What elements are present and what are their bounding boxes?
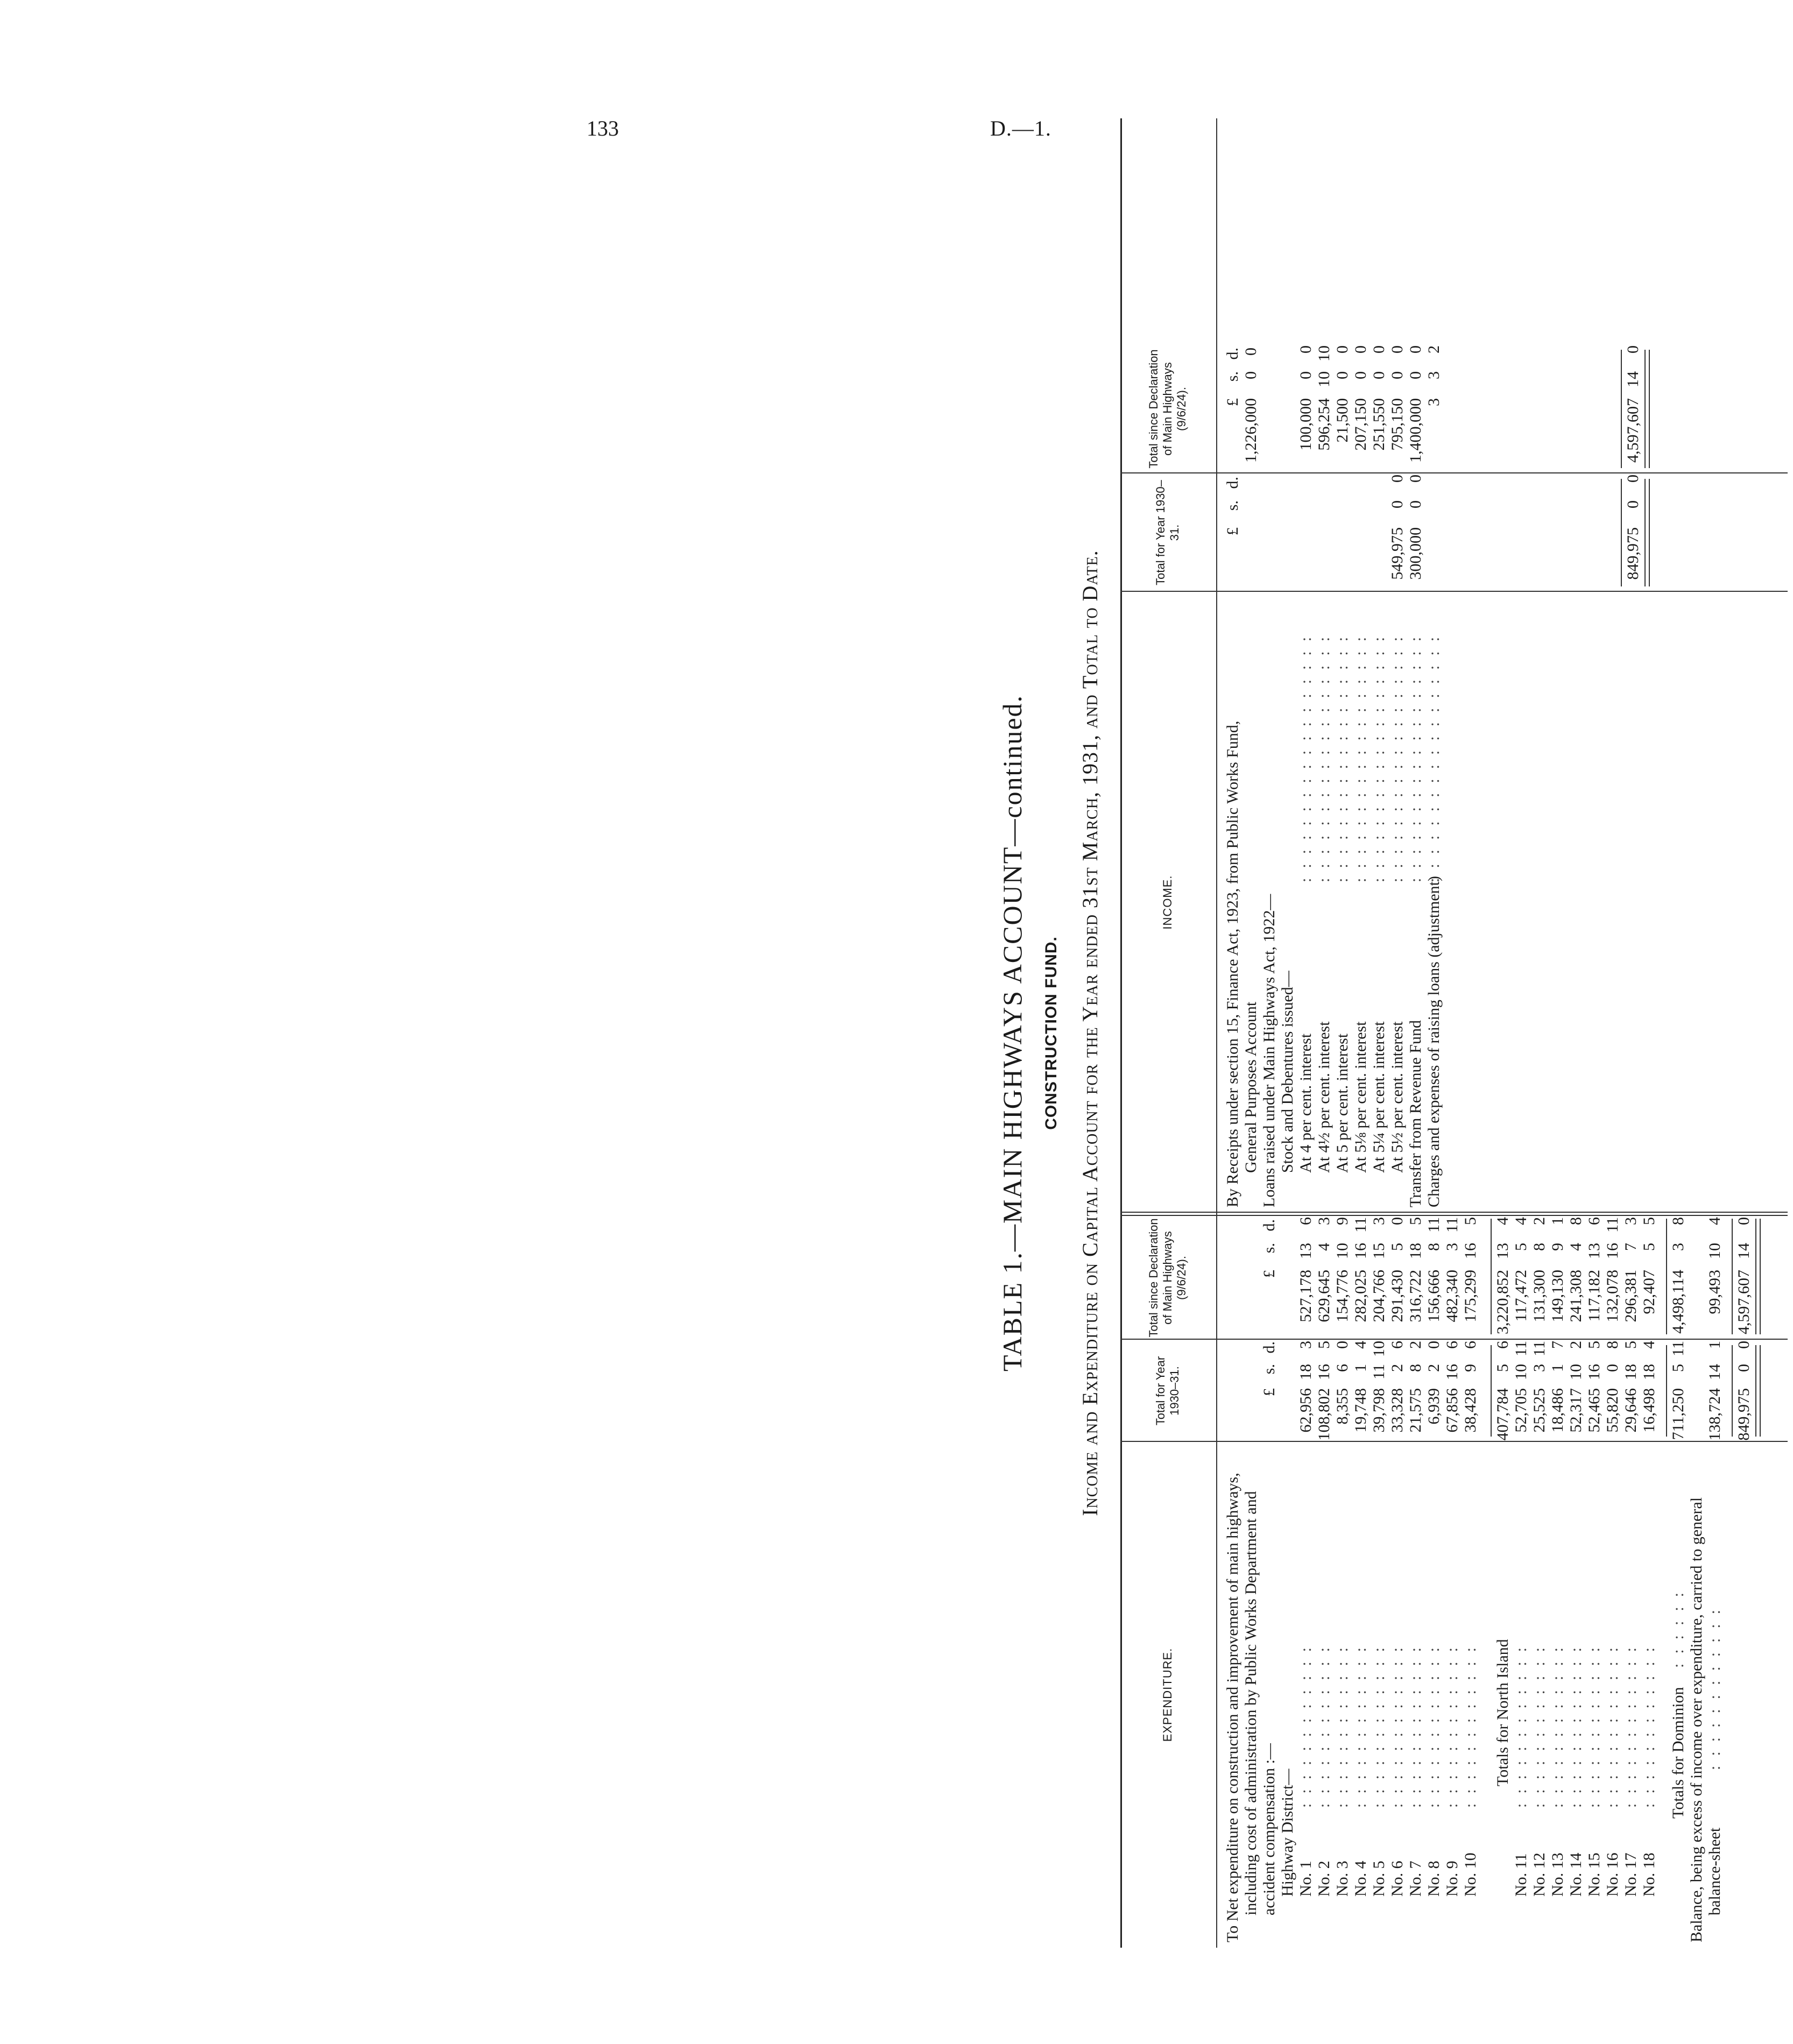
subtotal-rule: [1666, 1345, 1667, 1437]
grand-total-right: 849,975 0 0 4,597,607 14 0: [1624, 345, 1642, 580]
district-row-label: No. 9: [1443, 1861, 1461, 1897]
dominion-total-label: Totals for Dominion: [1669, 1687, 1687, 1819]
income-row-label: At 4 per cent. interest: [1297, 1033, 1315, 1173]
double-rule: [1755, 1219, 1761, 1334]
grand-total-left: 849,975 0 0 4,597,607 14 0: [1735, 1217, 1753, 1441]
total-rule: [1732, 1345, 1733, 1437]
north-island-total-label: Totals for North Island: [1494, 1639, 1512, 1786]
fund-subtitle: CONSTRUCTION FUND.: [1042, 936, 1060, 1130]
dot-leader: ::::::::::::: [1549, 1637, 1566, 1808]
income-row: At 5 per cent. interest :::::::::::::::::: 21,500 0 0: [1333, 345, 1351, 1173]
income-row-label: Transfer from Revenue Fund: [1407, 1020, 1424, 1207]
north-island-total: Totals for North Island 407,784 5 6 3,220,852 13 4: [1494, 1217, 1512, 1786]
district-row-label: No. 16: [1604, 1852, 1621, 1897]
district-row: No. 11 :::::::::::: 52,705 10 11 117,472 5 4: [1512, 1217, 1530, 1897]
dot-leader: ::::::::::::: [1530, 1637, 1548, 1808]
page-number: 133: [587, 116, 619, 140]
dot-leader: ::::::::::::: [1315, 1637, 1333, 1808]
currency-heads-since-left: £ s. d.: [1260, 1219, 1278, 1278]
district-row-label: No. 15: [1585, 1852, 1603, 1897]
dominion-total: Totals for Dominion :::::: 711,250 5 11 4,498,114 3 8: [1669, 1217, 1687, 1819]
district-row: No. 16 :::::::::::: 55,820 0 8 132,078 16 11: [1604, 1217, 1621, 1897]
dot-leader: ::::::::::::: [1622, 1637, 1640, 1808]
income-row-label: At 5½ per cent. interest: [1388, 1021, 1406, 1173]
currency-heads-year-left: £ s. d.: [1260, 1341, 1278, 1396]
dot-leader: ::::::::::::: [1297, 1637, 1315, 1808]
district-row: No. 1 :::::::::::: 62,956 18 3 527,178 13 6: [1297, 1217, 1315, 1897]
dot-leader: ::::::::::::::::::: [1333, 627, 1351, 882]
since-header-left: Total since Declaration of Main Highways (9/6/24).: [1146, 1218, 1188, 1338]
dot-leader: ::::::::::::: [1462, 1637, 1479, 1808]
expenditure-intro-2: including cost of administration by Public Works Department and: [1242, 1491, 1260, 1915]
district-row: No. 6 :::::::::::: 33,328 2 6 291,430 5 0: [1388, 1217, 1406, 1897]
balance-line-2: balance-sheet :::::::::::: 138,724 14 1 99,493 10 4: [1706, 1217, 1724, 1915]
double-rule: [1644, 350, 1650, 468]
income-row-label: At 5¼ per cent. interest: [1370, 1021, 1388, 1173]
balance-line-1: [1688, 118, 1706, 1948]
dot-leader: ::::::::::::: [1640, 1637, 1658, 1808]
income-row: At 5½ per cent. interest :::::::::::::::::: 549,975 0 0 795,150 0 0: [1388, 345, 1406, 1173]
district-row: No. 5 :::::::::::: 39,798 11 10 204,766 15 3: [1370, 1217, 1388, 1897]
district-row: No. 17 :::::::::::: 29,646 18 5 296,381 7 3: [1622, 1217, 1640, 1897]
dot-leader: ::::::::::::: [1333, 1637, 1351, 1808]
total-rule: [1621, 350, 1622, 468]
double-rule: [1755, 1345, 1761, 1437]
income-line-2: General Purposes Account: [1242, 1001, 1260, 1173]
district-row-label: No. 10: [1462, 1852, 1479, 1897]
subtotal-rule: [1666, 1219, 1667, 1334]
district-row-label: No. 8: [1425, 1861, 1443, 1897]
dot-leader: ::::::::::::::::::: [1425, 627, 1443, 882]
income-row-label: At 5 per cent. interest: [1333, 1033, 1351, 1173]
document-reference: D.—1.: [990, 116, 1051, 140]
income-row: At 4 per cent. interest :::::::::::::::::: 100,000 0 0: [1297, 345, 1315, 1173]
income-line-1: By Receipts under section 15, Finance Act, 1923, from Public Works Fund,: [1224, 720, 1241, 1207]
income-row-label: Charges and expenses of raising loans (adjustment): [1425, 876, 1443, 1207]
district-row-label: No. 1: [1297, 1861, 1315, 1897]
income-row: Transfer from Revenue Fund :::::::::::::::::: 300,000 0 0 1,400,000 0 0: [1407, 345, 1424, 1207]
expenditure-intro-1: To Net expenditure on construction and improvement of main highways,: [1224, 1473, 1241, 1942]
district-row-label: No. 6: [1388, 1861, 1406, 1897]
year-header-left: Total for Year 1930–31.: [1153, 1356, 1181, 1426]
income-row: At 5¼ per cent. interest :::::::::::::::::: 251,550 0 0: [1370, 345, 1388, 1173]
subtotal-rule: [1491, 1219, 1492, 1334]
table-title: TABLE 1.—MAIN HIGHWAYS ACCOUNT—continued.: [997, 694, 1027, 1372]
district-row-label: No. 13: [1549, 1852, 1566, 1897]
district-row-label: No. 3: [1333, 1861, 1351, 1897]
district-row-label: No. 11: [1512, 1853, 1530, 1897]
dot-leader: ::::::::::::: [1370, 1637, 1388, 1808]
dot-leader: ::::::::::::::::::: [1315, 627, 1333, 882]
district-row: No. 8 :::::::::::: 6,939 2 0 156,666 8 11: [1425, 1217, 1443, 1897]
district-row: No. 9 :::::::::::: 67,856 16 6 482,340 3 11: [1443, 1217, 1461, 1897]
district-row-label: No. 2: [1315, 1861, 1333, 1897]
since-header-right: Total since Declaration of Main Highways (9/6/24).: [1146, 349, 1188, 469]
district-heading: Highway District—: [1279, 1769, 1296, 1897]
income-line-4: Stock and Debentures issued—: [1279, 971, 1296, 1173]
income-header: INCOME.: [1160, 875, 1174, 930]
total-rule: [1621, 479, 1622, 586]
dot-leader: ::::::: [1669, 1582, 1687, 1668]
district-row-label: No. 5: [1370, 1861, 1388, 1897]
income-row-label: At 5⅛ per cent. interest: [1352, 1021, 1370, 1173]
district-row-label: No. 14: [1567, 1852, 1585, 1897]
district-row: No. 7 :::::::::::: 21,575 8 2 316,722 18 5: [1407, 1217, 1424, 1897]
currency-heads-year-right: £ s. d.: [1224, 477, 1241, 535]
dot-leader: ::::::::::::::::::: [1297, 627, 1315, 882]
dot-leader: ::::::::::::: [1352, 1637, 1370, 1808]
dot-leader: ::::::::::::::::::: [1352, 627, 1370, 882]
district-row: No. 18 :::::::::::: 16,498 18 4 92,407 5 5: [1640, 1217, 1658, 1897]
header-rule: [1216, 118, 1217, 1948]
dot-leader: ::::::::::::: [1604, 1637, 1621, 1808]
dot-leader: ::::::::::::: [1706, 1600, 1724, 1770]
district-row: No. 2 :::::::::::: 108,802 16 5 629,645 4 3: [1315, 1217, 1333, 1897]
rotated-table-page: [997, 118, 1793, 1948]
year-header-right: Total for Year 1930–31.: [1153, 480, 1181, 585]
district-row-label: No. 18: [1640, 1852, 1658, 1897]
account-table: [1120, 118, 1788, 1948]
district-row: No. 13 :::::::::::: 18,486 1 7 149,130 9 1: [1549, 1217, 1566, 1897]
balance-line-1-label: Balance, being excess of income over expenditure, carried to general: [1688, 1497, 1705, 1942]
dot-leader: ::::::::::::: [1407, 1637, 1424, 1808]
dot-leader: ::::::::::::::::::: [1407, 627, 1424, 882]
dot-leader: ::::::::::::: [1443, 1637, 1461, 1808]
currency-heads-since-right: £ s. d.: [1224, 348, 1241, 406]
district-row: No. 15 :::::::::::: 52,465 16 5 117,182 13 6: [1585, 1217, 1603, 1897]
district-row: No. 4 :::::::::::: 19,748 1 4 282,025 16 11: [1352, 1217, 1370, 1897]
district-row-label: No. 7: [1407, 1861, 1424, 1897]
income-row: At 4½ per cent. interest :::::::::::::::::: 596,254 10 10: [1315, 345, 1333, 1173]
dot-leader: ::::::::::::: [1512, 1637, 1530, 1808]
district-row-label: No. 12: [1530, 1852, 1548, 1897]
income-row: At 5⅛ per cent. interest :::::::::::::::::: 207,150 0 0: [1352, 345, 1370, 1173]
expenditure-intro-3: accident compensation :—: [1260, 1743, 1278, 1915]
district-row: No. 3 :::::::::::: 8,355 6 0 154,776 10 9: [1333, 1217, 1351, 1897]
dot-leader: ::::::::::::: [1388, 1637, 1406, 1808]
total-rule: [1732, 1219, 1733, 1334]
subtotal-rule: [1491, 1345, 1492, 1437]
receipts-since: 1,226,000 0 0: [1242, 348, 1260, 463]
dot-leader: ::::::::::::::::::: [1370, 627, 1388, 882]
district-row-label: No. 4: [1352, 1861, 1370, 1897]
income-row-label: At 4½ per cent. interest: [1315, 1021, 1333, 1173]
dot-leader: ::::::::::::: [1567, 1637, 1585, 1808]
district-row: No. 14 :::::::::::: 52,317 10 2 241,308 4 8: [1567, 1217, 1585, 1897]
district-row: No. 10 :::::::::::: 38,428 9 6 175,299 16 5: [1462, 1217, 1479, 1897]
account-title: Income and Expenditure on Capital Account for the Year ended 31st March, 1931, and Total to Date.: [1078, 550, 1102, 1516]
expenditure-header: EXPENDITURE.: [1160, 1647, 1174, 1742]
dot-leader: ::::::::::::: [1585, 1637, 1603, 1808]
district-row: No. 12 :::::::::::: 25,525 3 11 131,300 8 2: [1530, 1217, 1548, 1897]
double-rule: [1644, 479, 1650, 586]
balance-line-2-label: balance-sheet: [1706, 1827, 1724, 1915]
dot-leader: ::::::::::::: [1425, 1637, 1443, 1808]
income-row: Charges and expenses of raising loans (adjustment) :::::::::::::::::: 3 3 2: [1425, 345, 1443, 1207]
district-row-label: No. 17: [1622, 1852, 1640, 1897]
income-line-3: Loans raised under Main Highways Act, 1922—: [1260, 894, 1278, 1207]
dot-leader: ::::::::::::::::::: [1388, 627, 1406, 882]
